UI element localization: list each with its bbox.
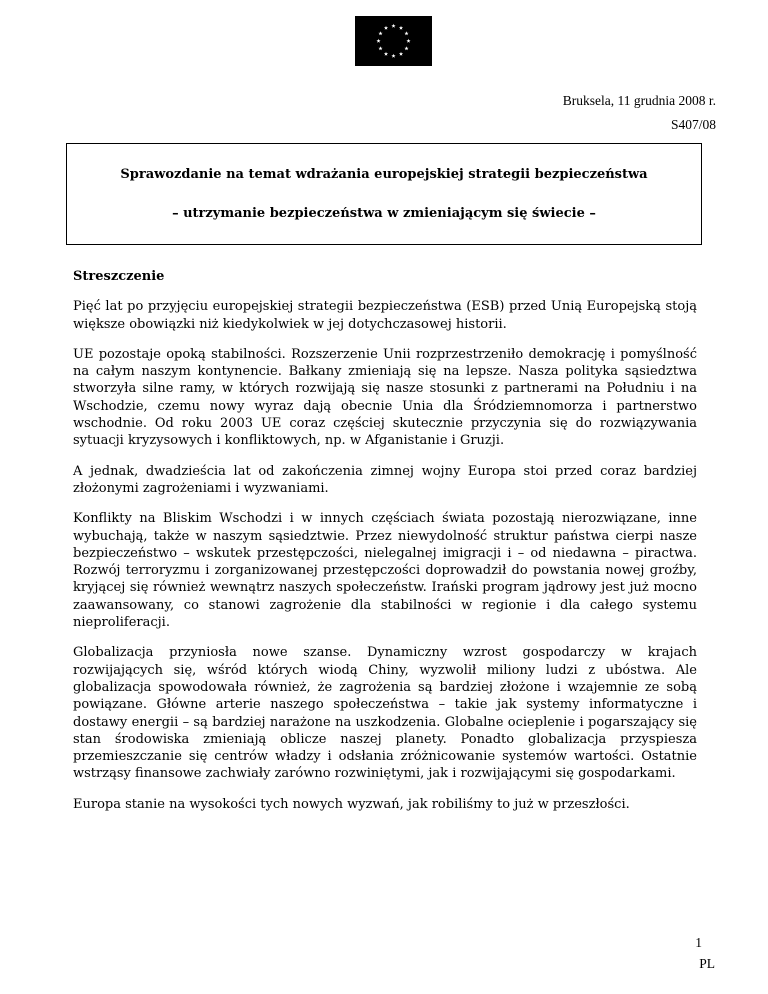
paragraph: Globalizacja przyniosła nowe szanse. Dynamiczny wzrost gospodarczy w krajach rozwijających się, wśród których wiodą Chiny, wyzwolił miliony ludzi z ubóstwa. Ale globalizacja spowodowała również, że zagrożenia są bardziej złożone i wzajemnie ze sobą powiązane. Główne arterie naszego społeczeństwa – takie jak systemy informatyczne i dostawy energii – są bardziej narażone na uszkodzenia. Globalne ocieplenie i pogarszający się stan środowiska zmieniają oblicze naszej planety. Ponadto globalizacja przyspiesza przemieszczanie się centrów władzy i odsłania zróżnicowanie systemów wartości. Ostatnie wstrząsy finansowe zachwiały zarówno rozwiniętymi, jak i rozwijającymi się gospodarkami.: [73, 645, 697, 782]
star-icon: [406, 39, 410, 43]
document-subtitle: – utrzymanie bezpieczeństwa w zmieniającym się świecie –: [172, 206, 596, 221]
title-box: [66, 143, 702, 245]
star-icon: [391, 24, 395, 28]
star-icon: [378, 31, 382, 35]
eu-stars-icon: [355, 16, 432, 66]
star-icon: [391, 54, 395, 58]
paragraph: Pięć lat po przyjęciu europejskiej strategii bezpieczeństwa (ESB) przed Unią Europejską stoją większe obowiązki niż kiedykolwiek w jej dotychczasowej historii.: [73, 299, 697, 332]
star-icon: [378, 46, 382, 50]
document-reference: S407/08: [670, 117, 716, 132]
paragraph: UE pozostaje opoką stabilności. Rozszerzenie Unii rozprzestrzeniło demokrację i pomyślność na całym naszym kontynencie. Bałkany zmieniają się na lepsze. Nasza polityka sąsiedztwa stworzyła silne ramy, w których rozwijają się nasze stosunki z partnerami na Południu i na Wschodzie, czemu nowy wyraz dają obecnie Unia dla Śródziemnomorza i partnerstwo wschodnie. Od roku 2003 UE coraz częściej skutecznie przyczynia się do rozwiązywania sytuacji kryzysowych i konfliktowych, np. w Afganistanie i Gruzji.: [73, 346, 697, 449]
section-heading: Streszczenie: [73, 269, 165, 284]
star-icon: [384, 26, 388, 30]
page-number: 1: [695, 935, 702, 950]
star-icon: [404, 46, 408, 50]
star-icon: [384, 52, 388, 56]
paragraph: A jednak, dwadzieścia lat od zakończenia zimnej wojny Europa stoi przed coraz bardziej złożonymi zagrożeniami i wyzwaniami.: [73, 463, 697, 496]
star-icon: [399, 26, 403, 30]
paragraph: Konflikty na Bliskim Wschodzi i w innych częściach świata pozostają nierozwiązane, inne wybuchają, także w naszym sąsiedztwie. Przez niewydolność struktur państwa cierpi nasze bezpieczeństwo – wskutek przestępczości, nielegalnej imigracji i – od niedawna – piractwa. Rozwój terroryzmu i zorganizowanej przestępczości doprowadził do powstania nowej groźby, kryjącej się również wewnątrz naszych społeczeństw. Irański program jądrowy jest już mocno zaawansowany, co stanowi zagrożenie dla stabilności w regionie i dla całego systemu nieproliferacji.: [73, 511, 697, 631]
language-code: PL: [699, 956, 715, 971]
eu-flag-icon: [355, 16, 432, 66]
star-icon: [376, 39, 380, 43]
document-title: Sprawozdanie na temat wdrażania europejskiej strategii bezpieczeństwa: [120, 167, 648, 182]
document-date: Bruksela, 11 grudnia 2008 r.: [562, 93, 716, 108]
document-body: [73, 268, 697, 826]
star-icon: [399, 52, 403, 56]
star-icon: [404, 31, 408, 35]
paragraph: Europa stanie na wysokości tych nowych wyzwań, jak robiliśmy to już w przeszłości.: [73, 796, 630, 812]
